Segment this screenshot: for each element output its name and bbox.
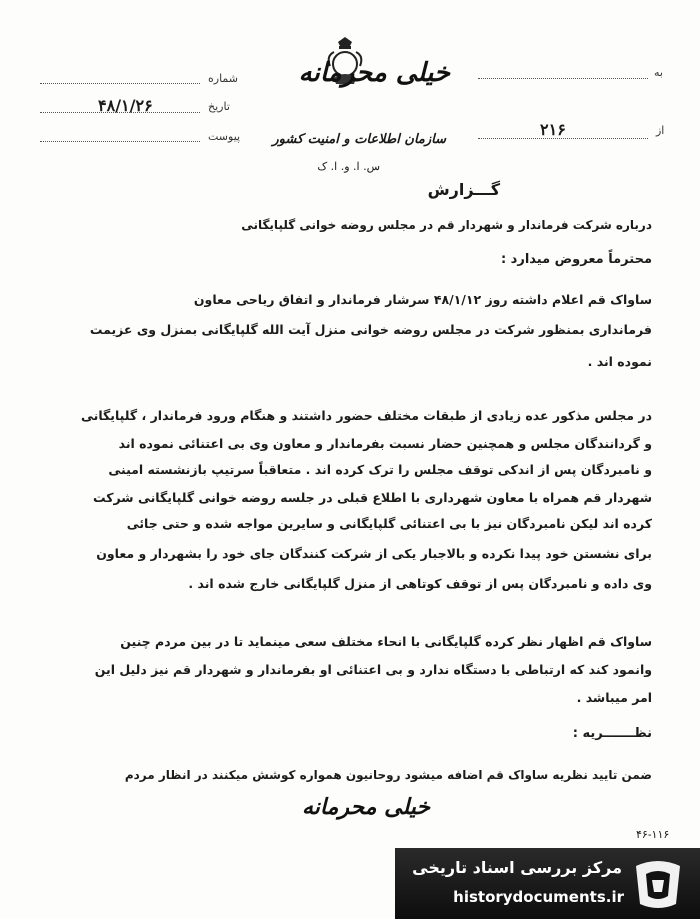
- date-label: تاریخ: [208, 100, 230, 113]
- attachment-label: پیوست: [208, 130, 241, 143]
- body-line: ساواک قم اظهار نظر کرده گلپایگانی با انحاء مختلف سعی مینماید تا در بین مردم چنین: [120, 634, 652, 649]
- to-label: به: [654, 66, 663, 79]
- to-field-line: [478, 78, 648, 79]
- number-label: شماره: [208, 72, 239, 85]
- page-code: ۴۶-۱۱۶: [636, 828, 670, 841]
- report-title: گـــزارش: [427, 180, 500, 199]
- body-line: نموده اند .: [587, 354, 652, 369]
- number-field-line: [40, 83, 200, 84]
- body-line: ساواک قم اعلام داشته روز ۴۸/۱/۱۲ سرشار فرماندار و اتفاق ریاحی معاون: [193, 292, 652, 307]
- date-value: ۴۸/۱/۲۶: [98, 96, 153, 115]
- watermark-title: مرکز بررسی اسناد تاریخی: [412, 858, 622, 877]
- reference-code: س. ا. و. ا. ک: [317, 160, 380, 173]
- opinion-text: ضمن تایید نظریه ساواک قم اضافه میشود روحانیون همواره کوشش میکنند در انظار مردم: [124, 768, 652, 782]
- from-label: از: [656, 124, 665, 137]
- body-line: کرده اند لیکن نامبردگان نیز با بی اعتنائی گلپایگانی و سایرین مواجه شده و حتی جائی: [126, 516, 652, 531]
- archive-logo-icon: [628, 856, 688, 912]
- salutation: محترماً معروض میدارد :: [500, 252, 652, 267]
- body-line: و نامبردگان پس از اندکی توقف مجلس را ترک کرده اند . متعاقباً سرتیپ بازنشسته امینی: [108, 462, 652, 477]
- body-line: وی داده و نامبردگان پس از توقف کوتاهی از منزل گلپایگانی خارج شده اند .: [188, 576, 652, 591]
- body-line: وانمود کند که ارتباطی با دستگاه ندارد و بی اعتنائی او بفرماندار و شهردار قم نیز دلیل این: [94, 662, 652, 677]
- from-value: ۲۱۶: [540, 120, 566, 139]
- body-line: و گردانندگان مجلس و همچنین حضار نسبت بفرماندار و معاون وی بی اعتنائی نموده اند: [118, 436, 652, 451]
- watermark-url[interactable]: historydocuments.ir: [453, 888, 624, 906]
- body-line: امر میباشد .: [576, 690, 652, 705]
- body-line: فرمانداری بمنظور شرکت در مجلس روضه خوانی منزل آیت الله گلپایگانی بمنزل وی عزیمت: [89, 322, 652, 337]
- opinion-label: نظـــــــریه :: [572, 726, 652, 741]
- top-secret-stamp: خیلی محرمانه: [298, 58, 450, 88]
- organization-name: سازمان اطلاعات و امنیت کشور: [272, 132, 446, 147]
- report-subject: درباره شرکت فرماندار و شهردار قم در مجلس روضه خوانی گلپایگانی: [241, 218, 652, 232]
- bottom-secret-stamp: خیلی محرمانه: [301, 794, 430, 820]
- body-line: برای نشستن خود پیدا نکرده و بالاجبار یکی از شرکت کنندگان جای خود را بشهردار و معاون: [96, 546, 652, 561]
- attachment-field-line: [40, 141, 200, 142]
- body-line: در مجلس مذکور عده زیادی از طبقات مختلف حضور داشتند و هنگام ورود فرماندار ، گلپایگانی: [80, 408, 652, 423]
- body-line: شهردار قم همراه با معاون شهرداری با اطلاع قبلی در جلسه روضه خوانی گلپایگانی شرکت: [93, 490, 652, 505]
